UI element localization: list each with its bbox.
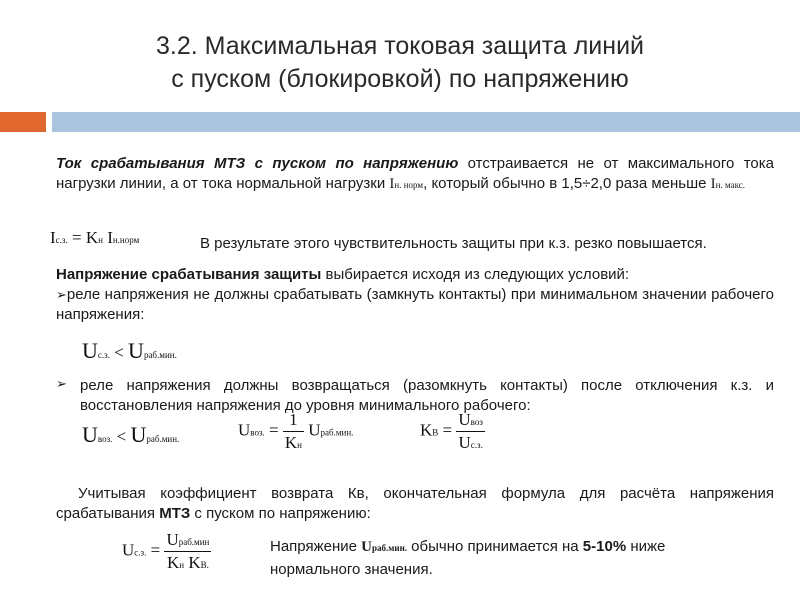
paragraph-text: с пуском по напряжению: (190, 505, 371, 522)
paragraph-voltage-setting-lead: Напряжение срабатывания защиты (56, 266, 322, 283)
formula-return-voltage: Uвоз. = $\frac{1}{Kн}$ Uраб.мин. (238, 410, 354, 452)
paragraph-text: Напряжение (270, 538, 362, 555)
paragraph-text: ниже нормального значения. (270, 538, 666, 578)
percentage-value: 5-10% (582, 538, 627, 555)
formula-voltage-condition-1: Uс.з. < Uраб.мин. (82, 338, 177, 363)
bullet-item-1-text: реле напряжения не должны срабатывать (замкнуть контакты) при минимальном значении рабочего напряжения: (56, 286, 774, 323)
result-text: В результате этого чувствительность защиты при к.з. резко повышается. (200, 235, 707, 252)
paragraph-text: , который обычно в 1,5÷2,0 раза меньше (423, 175, 711, 192)
final-note (270, 536, 710, 581)
arrow-bullet-icon: ➢ (56, 287, 67, 302)
paragraph-text: Учитывая коэффициент возврата Кв, окончательная формула для расчёта напряжения срабатывания (56, 485, 774, 522)
formula-trip-current: Iс.з. = Kн Iн.норм (50, 228, 140, 247)
bullet-item-2-text: реле напряжения должны возвращаться (разомкнуть контакты) после отключения к.з. и восстановления напряжения до уровня минимального рабочего: (80, 377, 774, 414)
paragraph-bold: МТЗ (159, 505, 191, 522)
slide-title-line-1: 3.2. Максимальная токовая защита линий (155, 32, 645, 60)
bullet-item-1 (56, 285, 774, 325)
paragraph-trip-current-lead: Ток срабатывания МТЗ с пуском по напряжению (56, 155, 459, 172)
paragraph-text: отстраивается не от максимального тока нагрузки линии, а от тока нормальной нагрузки (56, 155, 774, 192)
paragraph-trip-current (56, 154, 774, 195)
symbol-u-min: Uраб.мин. (361, 539, 408, 555)
fraction: $\frac{1}{Kн}$ (284, 410, 302, 452)
slide-title (0, 30, 800, 96)
arrow-bullet-icon: ➢ (56, 376, 67, 391)
paragraph-voltage-setting (56, 265, 774, 285)
decor-bar-blue (52, 112, 800, 132)
paragraph-final-formula (56, 484, 774, 524)
formula-return-coefficient: KВ = $\frac{\text{Uвоз}}{Uс.з.}$ (420, 410, 483, 452)
formula-voltage-condition-2: Uвоз. < Uраб.мин. (82, 422, 180, 447)
slide-title-line-2: с пуском (блокировкой) по напряжению (171, 65, 629, 93)
fraction: $\frac{\text{Uвоз}}{Uс.з.}$ (458, 410, 483, 452)
decor-bar-orange (0, 112, 46, 132)
fraction: $\frac{\text{Uраб.мин}}{\text{Kн KВ.}}$ (166, 530, 210, 572)
formula-final-trip-voltage: Uс.з. = $\frac{\text{Uраб.мин}}{\text{Kн KВ.}}$ (122, 530, 210, 572)
symbol-i-norm: Iн. норм (389, 176, 424, 192)
paragraph-text: обычно принимается на (407, 538, 583, 555)
symbol-i-max: Iн. макс. (710, 176, 746, 192)
paragraph-text: выбирается исходя из следующих условий: (321, 266, 630, 283)
